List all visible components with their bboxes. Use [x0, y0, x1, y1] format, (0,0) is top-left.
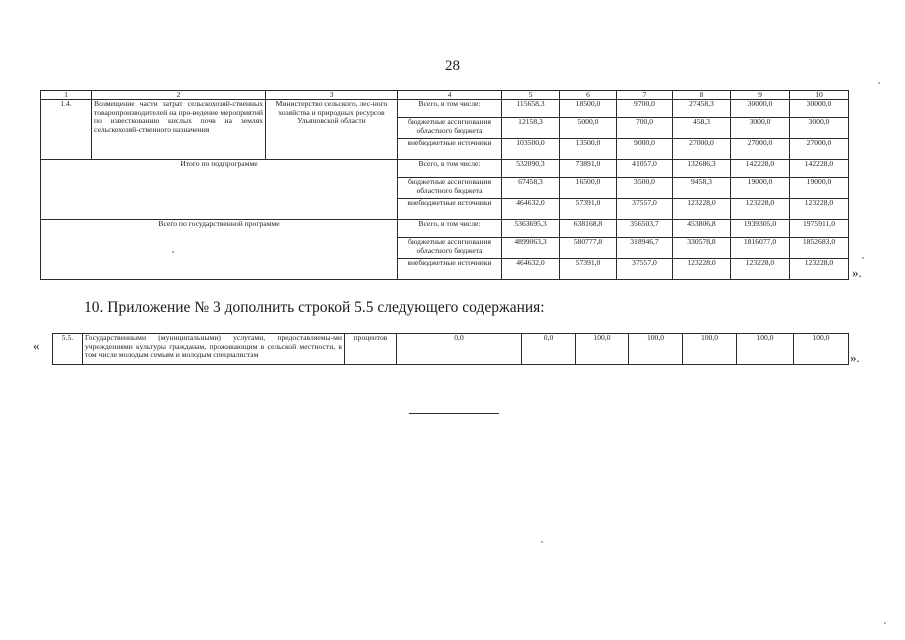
total-title: Итого по подпрограмме — [41, 160, 398, 220]
scan-speck — [878, 82, 880, 84]
value-cell: 115658,3 — [502, 100, 560, 118]
value-cell: 1852683,0 — [790, 238, 849, 259]
open-quote-add: « — [33, 338, 40, 353]
value-cell: 1816077,0 — [731, 238, 790, 259]
value-cell: 123228,0 — [731, 199, 790, 220]
table-row — [41, 160, 849, 178]
column-header: 1 — [41, 91, 92, 100]
scan-speck — [541, 541, 543, 543]
value-cell: 638168,8 — [560, 220, 617, 238]
value-cell: 57391,0 — [560, 199, 617, 220]
value-cell: 100,0 — [629, 334, 683, 365]
scan-speck — [884, 622, 886, 624]
executor-name: Министерство сельского, лес-ного хозяйства и природных ресурсов Ульяновской области — [266, 100, 398, 160]
value-cell: 700,0 — [617, 118, 673, 139]
source-label: внебюджетные источники — [398, 139, 502, 160]
value-cell: 18500,0 — [560, 100, 617, 118]
instruction-heading: 10. Приложение № 3 дополнить строкой 5.5 следующего содержания: — [84, 299, 545, 316]
value-cell: 330578,8 — [673, 238, 731, 259]
value-cell: 123228,0 — [790, 259, 849, 280]
column-header: 8 — [673, 91, 731, 100]
value-cell: 123228,0 — [790, 199, 849, 220]
value-cell: 0,0 — [397, 334, 522, 365]
source-label: внебюджетные источники — [398, 199, 502, 220]
column-header: 4 — [398, 91, 502, 100]
value-cell: 9700,0 — [617, 100, 673, 118]
end-rule — [409, 413, 499, 414]
value-cell: 1939305,0 — [731, 220, 790, 238]
value-cell: 318946,7 — [617, 238, 673, 259]
column-header: 5 — [502, 91, 560, 100]
stray-mark: , — [172, 244, 175, 254]
row-number: 5.5. — [53, 334, 83, 365]
column-header: 7 — [617, 91, 673, 100]
column-header: 9 — [731, 91, 790, 100]
value-cell: 142228,0 — [731, 160, 790, 178]
value-cell: 27000,0 — [731, 139, 790, 160]
value-cell: 19000,0 — [731, 178, 790, 199]
page-number: 28 — [445, 58, 460, 74]
value-cell: 5363695,3 — [502, 220, 560, 238]
value-cell: 9000,0 — [617, 139, 673, 160]
value-cell: 16500,0 — [560, 178, 617, 199]
value-cell: 27458,3 — [673, 100, 731, 118]
total-title: Всего по государственной программе — [41, 220, 398, 280]
column-header: 6 — [560, 91, 617, 100]
source-label: бюджетные ассигнования областного бюджета — [398, 118, 502, 139]
value-cell: 464632,0 — [502, 259, 560, 280]
table-row — [41, 220, 849, 238]
value-cell: 100,0 — [737, 334, 794, 365]
value-cell: 458,3 — [673, 118, 731, 139]
resource-table — [40, 90, 849, 280]
column-header: 3 — [266, 91, 398, 100]
unit-cell: процентов — [345, 334, 397, 365]
source-label: Всего, в том числе: — [398, 220, 502, 238]
value-cell: 100,0 — [683, 334, 737, 365]
table-row — [41, 100, 849, 118]
value-cell: 27000,0 — [790, 139, 849, 160]
closing-quote-main: ». — [852, 265, 862, 280]
value-cell: 532090,3 — [502, 160, 560, 178]
value-cell: 142228,0 — [790, 160, 849, 178]
measure-name: Возмещение части затрат сельскохозяй-ственных товаропроизводителей на про-ведение мероприятий по известкованию кислых почв на землях сельскохозяй-ственного назначения — [92, 100, 266, 160]
value-cell: 123228,0 — [673, 259, 731, 280]
value-cell: 73891,0 — [560, 160, 617, 178]
row-number: 1.4. — [41, 100, 92, 160]
closing-quote-add: ». — [850, 350, 860, 365]
value-cell: 27000,0 — [673, 139, 731, 160]
value-cell: 19000,0 — [790, 178, 849, 199]
value-cell: 100,0 — [576, 334, 629, 365]
source-label: бюджетные ассигнования областного бюджета — [398, 238, 502, 259]
value-cell: 37557,0 — [617, 199, 673, 220]
scan-speck — [862, 257, 864, 259]
value-cell: 13500,0 — [560, 139, 617, 160]
value-cell: 123228,0 — [731, 259, 790, 280]
value-cell: 103500,0 — [502, 139, 560, 160]
value-cell: 580777,8 — [560, 238, 617, 259]
value-cell: 12158,3 — [502, 118, 560, 139]
value-cell: 1975911,0 — [790, 220, 849, 238]
value-cell: 67458,3 — [502, 178, 560, 199]
table-row — [53, 334, 849, 365]
value-cell: 41057,0 — [617, 160, 673, 178]
value-cell: 453806,8 — [673, 220, 731, 238]
source-label: Всего, в том числе: — [398, 160, 502, 178]
value-cell: 30000,0 — [790, 100, 849, 118]
source-label: Всего, в том числе: — [398, 100, 502, 118]
column-header: 2 — [92, 91, 266, 100]
value-cell: 9458,3 — [673, 178, 731, 199]
value-cell: 3000,0 — [731, 118, 790, 139]
value-cell: 123228,0 — [673, 199, 731, 220]
value-cell: 132686,3 — [673, 160, 731, 178]
indicator-name: Государственными (муниципальными) услугами, предоставляемы-ми учреждениями культуры гражданам, проживающим в сельской местности, в том числе молодым семьям и молодым специалистам — [83, 334, 345, 365]
value-cell: 0,0 — [522, 334, 576, 365]
value-cell: 464632,0 — [502, 199, 560, 220]
source-label: бюджетные ассигнования областного бюджета — [398, 178, 502, 199]
value-cell: 4899063,3 — [502, 238, 560, 259]
value-cell: 37557,0 — [617, 259, 673, 280]
value-cell: 30000,0 — [731, 100, 790, 118]
value-cell: 57391,0 — [560, 259, 617, 280]
value-cell: 3500,0 — [617, 178, 673, 199]
value-cell: 3000,0 — [790, 118, 849, 139]
indicator-table — [52, 333, 849, 365]
column-header: 10 — [790, 91, 849, 100]
source-label: внебюджетные источники — [398, 259, 502, 280]
value-cell: 5000,0 — [560, 118, 617, 139]
value-cell: 100,0 — [794, 334, 849, 365]
value-cell: 356503,7 — [617, 220, 673, 238]
